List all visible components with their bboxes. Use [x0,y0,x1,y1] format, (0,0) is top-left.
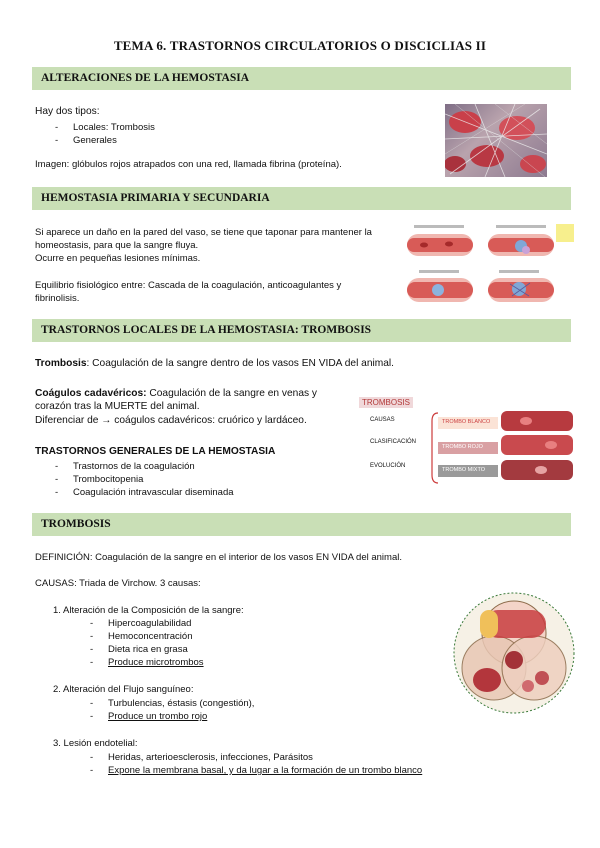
section-heading-trombosis: TROMBOSIS [32,513,571,536]
page-title: TEMA 6. TRASTORNOS CIRCULATORIOS O DISCICLIAS II [113,38,487,53]
s1-intro: Hay dos tipos: [35,106,100,117]
s2-line-3: Ocurre en pequeñas lesiones mínimas. [35,253,201,264]
diagram-type-mixto: TROMBO MIXTO [442,467,485,473]
cause-2-title: 2. Alteración del Flujo sanguíneo: [53,684,194,695]
cause-1-title: 1. Alteración de la Composición de la sangre: [53,605,244,616]
cause-1-item-3: - Dieta rica en grasa [90,644,188,655]
s1-item-1: - Locales: Trombosis [55,122,155,133]
diagram-title: TROMBOSIS [359,397,413,408]
cause-3-result: - Expone la membrana basal, y da lugar a la formación de un trombo blanco [90,765,423,776]
diagram-row-clasificacion: CLASIFICACIÓN [370,439,417,445]
definicion-line: DEFINICIÓN: Coagulación de la sangre en el interior de los vasos EN VIDA del animal. [35,552,402,563]
coagulos-line-3: Diferenciar de → coágulos cadavéricos: cruórico y lardáceo. [35,415,307,426]
cause-3-title: 3. Lesión endotelial: [53,738,138,749]
diagram-type-blanco: TROMBO BLANCO [442,419,491,425]
section-heading-hemostasia: HEMOSTASIA PRIMARIA Y SECUNDARIA [32,187,571,210]
coagulos-line-1: Coágulos cadavéricos: Coagulación de la sangre en venas y [35,388,318,399]
trombosis-definition: Trombosis: Coagulación de la sangre dentro de los vasos EN VIDA del animal. [35,358,395,369]
general-disorders-heading: TRASTORNOS GENERALES DE LA HEMOSTASIA [35,446,276,457]
diagram-row-evolucion: EVOLUCIÓN [370,463,406,469]
s2-line-4: Equilibrio fisiológico entre: Cascada de la coagulación, anticoagulantes y [35,280,342,291]
cause-3-item-1: - Heridas, arterioesclerosis, infecciones, Parásitos [90,752,313,763]
general-item-3: - Coagulación intravascular diseminada [55,487,234,498]
hemostasis-vessels-image [404,222,576,308]
coagulos-line-2: corazón tras la MUERTE del animal. [35,401,200,412]
diagram-row-causas: CAUSAS [370,417,395,423]
cause-1-result: - Produce microtrombos [90,657,204,668]
cause-1-item-1: - Hipercoagulabilidad [90,618,192,629]
cause-2-result: - Produce un trombo rojo [90,711,208,722]
s2-line-2: homeostasis, para que la sangre fluya. [35,240,199,251]
general-item-1: - Trastornos de la coagulación [55,461,195,472]
cause-1-item-2: - Hemoconcentración [90,631,193,642]
causas-line: CAUSAS: Triada de Virchow. 3 causas: [35,578,201,589]
section-heading-alteraciones: ALTERACIONES DE LA HEMOSTASIA [32,67,571,90]
s1-caption: Imagen: glóbulos rojos atrapados con una red, llamada fibrina (proteína). [35,159,342,170]
section-heading-trastornos-locales: TRASTORNOS LOCALES DE LA HEMOSTASIA: TROMBOSIS [32,319,571,342]
s2-line-5: fibrinolisis. [35,293,80,304]
trombosis-diagram [356,393,576,489]
cause-2-item-1: - Turbulencias, éstasis (congestión), [90,698,255,709]
s2-line-1: Si aparece un daño en la pared del vaso, se tiene que taponar para mantener la [35,227,372,238]
s1-item-2: - Generales [55,135,117,146]
fibrin-image [445,104,547,177]
general-item-2: - Trombocitopenia [55,474,144,485]
diagram-type-rojo: TROMBO ROJO [442,444,483,450]
virchow-triad-image [452,588,576,718]
